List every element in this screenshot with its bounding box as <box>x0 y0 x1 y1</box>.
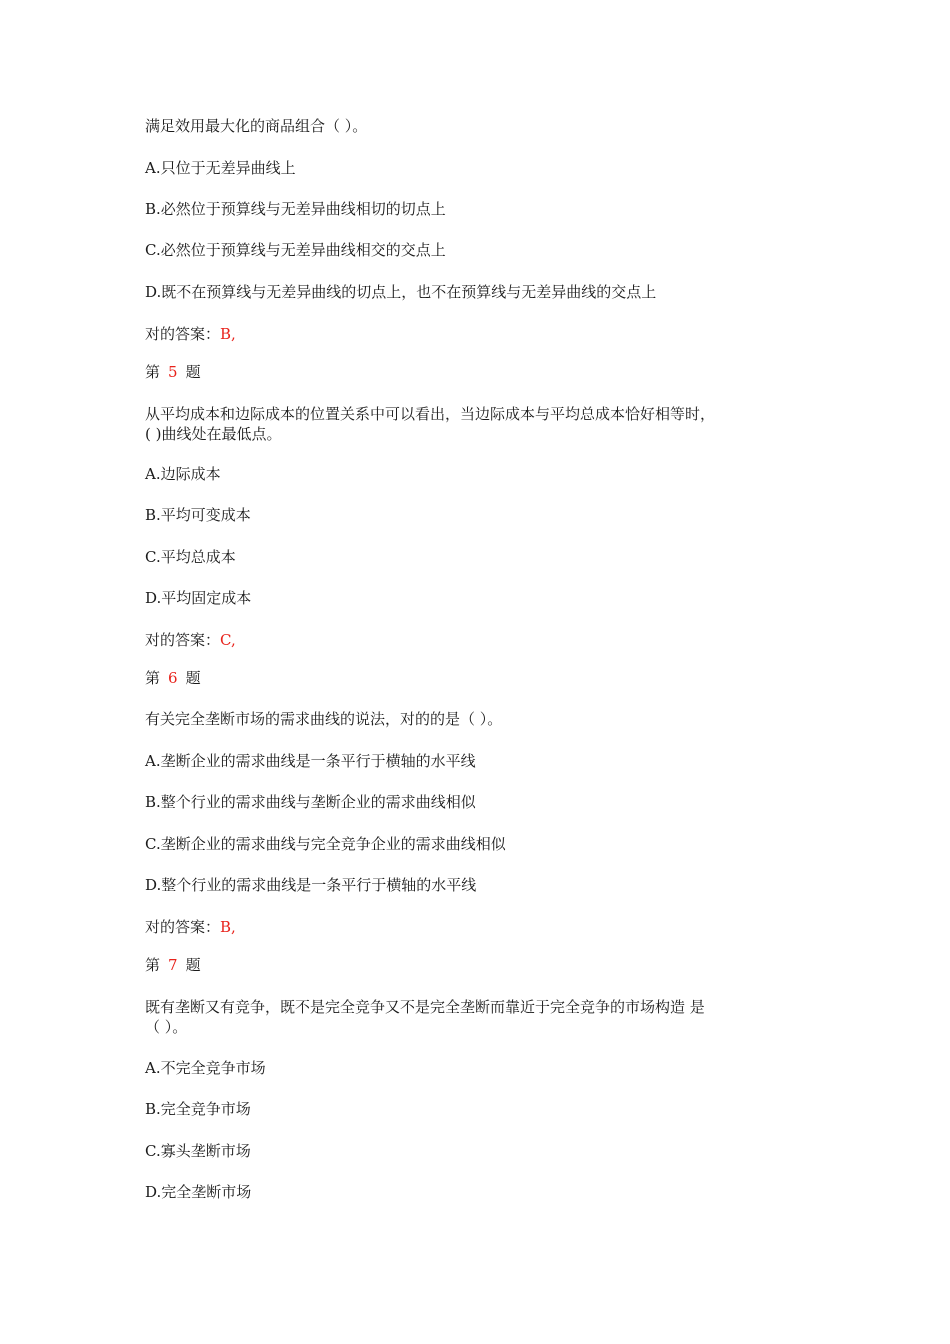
answer-label: 对的答案： <box>145 918 221 936</box>
question-6-option-a: A.垄断企业的需求曲线是一条平行于横轴的水平线 <box>145 752 476 770</box>
question-number: 7 <box>168 956 178 974</box>
question-7-stem-line-1: 既有垄断又有竞争，既不是完全竞争又不是完全垄断而靠近于完全竞争的市场构造 是 <box>145 998 705 1016</box>
question-5-option-a: A.边际成本 <box>145 465 221 483</box>
question-4-option-b: B.必然位于预算线与无差异曲线相切的切点上 <box>145 200 446 218</box>
question-4-stem: 满足效用最大化的商品组合（ ）。 <box>145 117 368 135</box>
question-6-answer <box>145 917 236 937</box>
question-6-option-d: D.整个行业的需求曲线是一条平行于横轴的水平线 <box>145 876 477 894</box>
question-header-suffix: 题 <box>185 956 201 974</box>
question-5-option-d: D.平均固定成本 <box>145 589 252 607</box>
question-7-option-a: A.不完全竞争市场 <box>145 1059 266 1077</box>
question-number: 5 <box>168 363 178 381</box>
answer-label: 对的答案： <box>145 631 221 649</box>
question-header-prefix: 第 <box>145 363 161 381</box>
question-5-stem-line-1: 从平均成本和边际成本的位置关系中可以看出，当边际成本与平均总成本恰好相等时， <box>145 405 716 423</box>
question-4-option-d: D.既不在预算线与无差异曲线的切点上，也不在预算线与无差异曲线的交点上 <box>145 283 657 301</box>
question-7-header <box>145 955 201 975</box>
question-4-answer <box>145 324 236 344</box>
question-6-option-b: B.整个行业的需求曲线与垄断企业的需求曲线相似 <box>145 793 476 811</box>
question-7-option-d: D.完全垄断市场 <box>145 1183 252 1201</box>
question-header-prefix: 第 <box>145 956 161 974</box>
question-number: 6 <box>168 669 178 687</box>
question-5-stem-line-2: ( )曲线处在最低点。 <box>145 425 282 443</box>
question-5-option-c: C.平均总成本 <box>145 548 236 566</box>
question-7-option-b: B.完全竞争市场 <box>145 1100 251 1118</box>
answer-value: B, <box>220 918 236 936</box>
question-5-header <box>145 362 201 382</box>
question-header-prefix: 第 <box>145 669 161 687</box>
question-6-option-c: C.垄断企业的需求曲线与完全竞争企业的需求曲线相似 <box>145 835 506 853</box>
question-5-answer <box>145 630 236 650</box>
question-6-header <box>145 668 201 688</box>
question-7-stem-line-2: （ ）。 <box>145 1018 188 1036</box>
question-header-suffix: 题 <box>185 669 201 687</box>
answer-value: B, <box>220 325 236 343</box>
question-header-suffix: 题 <box>185 363 201 381</box>
question-4-option-c: C.必然位于预算线与无差异曲线相交的交点上 <box>145 241 446 259</box>
question-4-option-a: A.只位于无差异曲线上 <box>145 159 296 177</box>
question-7-option-c: C.寡头垄断市场 <box>145 1142 251 1160</box>
question-6-stem: 有关完全垄断市场的需求曲线的说法，对的的是（ ）。 <box>145 710 503 728</box>
question-5-option-b: B.平均可变成本 <box>145 506 251 524</box>
answer-label: 对的答案： <box>145 325 221 343</box>
answer-value: C, <box>220 631 236 649</box>
